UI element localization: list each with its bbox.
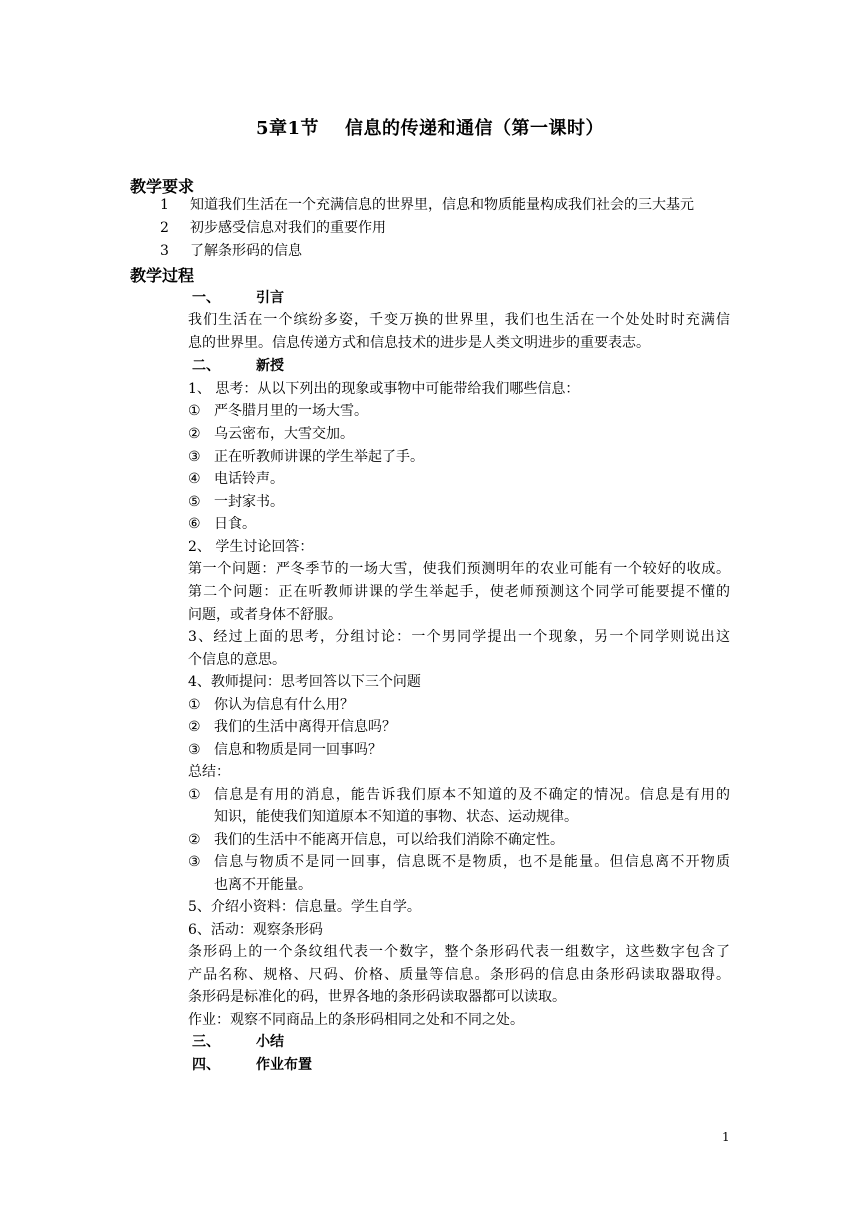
title-chapter: 5章1节 bbox=[255, 118, 320, 139]
phenomenon-item: ② 乌云密布，大雪交加。 bbox=[188, 426, 354, 442]
phenomenon-item: ④ 电话铃声。 bbox=[188, 471, 284, 487]
phenomenon-item: ① 严冬腊月里的一场大雪。 bbox=[188, 403, 368, 419]
question-4: 4、教师提问：思考回答以下三个问题 bbox=[188, 674, 421, 690]
question-1: 1、 思考：从以下列出的现象或事物中可能带给我们哪些信息： bbox=[188, 381, 580, 397]
page-title bbox=[0, 114, 860, 140]
requirements-heading: 教学要求 bbox=[130, 177, 195, 196]
question-5: 5、介绍小资料：信息量。学生自学。 bbox=[188, 899, 421, 915]
question-3-line: 3、经过上面的思考，分组讨论：一个男同学提出一个现象，另一个同学则说出这 bbox=[188, 629, 730, 645]
section-heading-intro: 一、 引言 bbox=[192, 290, 284, 306]
homework-line: 作业：观察不同商品上的条形码相同之处和不同之处。 bbox=[188, 1012, 524, 1028]
requirement-item: 3 了解条形码的信息 bbox=[160, 243, 302, 259]
answer-line: 第二个问题：正在听教师讲课的学生举起手，使老师预测这个同学可能要提不懂的 bbox=[188, 584, 730, 600]
teacher-question: ③ 信息和物质是同一回事吗？ bbox=[188, 742, 382, 758]
summary-item-continued: 知识，能使我们知道原本不知道的事物、状态、运动规律。 bbox=[214, 809, 578, 825]
summary-item: ② 我们的生活中不能离开信息，可以给我们消除不确定性。 bbox=[188, 832, 564, 848]
section-heading-summary: 三、 小结 bbox=[192, 1034, 284, 1050]
requirement-item: 1 知道我们生活在一个充满信息的世界里，信息和物质能量构成我们社会的三大基元 bbox=[160, 197, 694, 213]
question-2: 2、 学生讨论回答： bbox=[188, 539, 314, 555]
teacher-question: ② 我们的生活中离得开信息吗？ bbox=[188, 719, 396, 735]
intro-line: 我们生活在一个缤纷多姿，千变万换的世界里，我们也生活在一个处处时时充满信 bbox=[188, 312, 730, 328]
question-6: 6、活动：观察条形码 bbox=[188, 922, 323, 938]
barcode-line: 条形码上的一个条纹组代表一个数字，整个条形码代表一组数字，这些数字包含了 bbox=[188, 944, 730, 960]
title-topic: 信息的传递和通信（第一课时） bbox=[345, 118, 605, 139]
phenomenon-item: ⑤ 一封家书。 bbox=[188, 494, 284, 510]
intro-line: 息的世界里。信息传递方式和信息技术的进步是人类文明进步的重要表志。 bbox=[188, 335, 650, 351]
barcode-line: 条形码是标准化的码，世界各地的条形码读取器都可以读取。 bbox=[188, 989, 566, 1005]
page-number: 1 bbox=[722, 1130, 730, 1144]
answer-line: 第一个问题：严冬季节的一场大雪，使我们预测明年的农业可能有一个较好的收成。 bbox=[188, 561, 730, 577]
summary-label: 总结： bbox=[188, 764, 230, 780]
requirement-item: 2 初步感受信息对我们的重要作用 bbox=[160, 220, 386, 236]
section-heading-homework: 四、 作业布置 bbox=[192, 1057, 312, 1073]
summary-item-continued: 也离不开能量。 bbox=[214, 877, 312, 893]
section-heading-new: 二、 新授 bbox=[192, 358, 284, 374]
summary-item: ① 信息是有用的消息，能告诉我们原本不知道的及不确定的情况。信息是有用的 bbox=[188, 787, 730, 803]
process-heading: 教学过程 bbox=[130, 266, 195, 285]
summary-item: ③ 信息与物质不是同一回事，信息既不是物质，也不是能量。但信息离不开物质 bbox=[188, 854, 730, 870]
answer-line: 问题，或者身体不舒服。 bbox=[188, 607, 342, 623]
barcode-line: 产品名称、规格、尺码、价格、质量等信息。条形码的信息由条形码读取器取得。 bbox=[188, 967, 730, 983]
teacher-question: ① 你认为信息有什么用？ bbox=[188, 697, 354, 713]
phenomenon-item: ③ 正在听教师讲课的学生举起了手。 bbox=[188, 449, 424, 465]
phenomenon-item: ⑥ 日食。 bbox=[188, 516, 256, 532]
question-3-line: 个信息的意思。 bbox=[188, 652, 286, 668]
